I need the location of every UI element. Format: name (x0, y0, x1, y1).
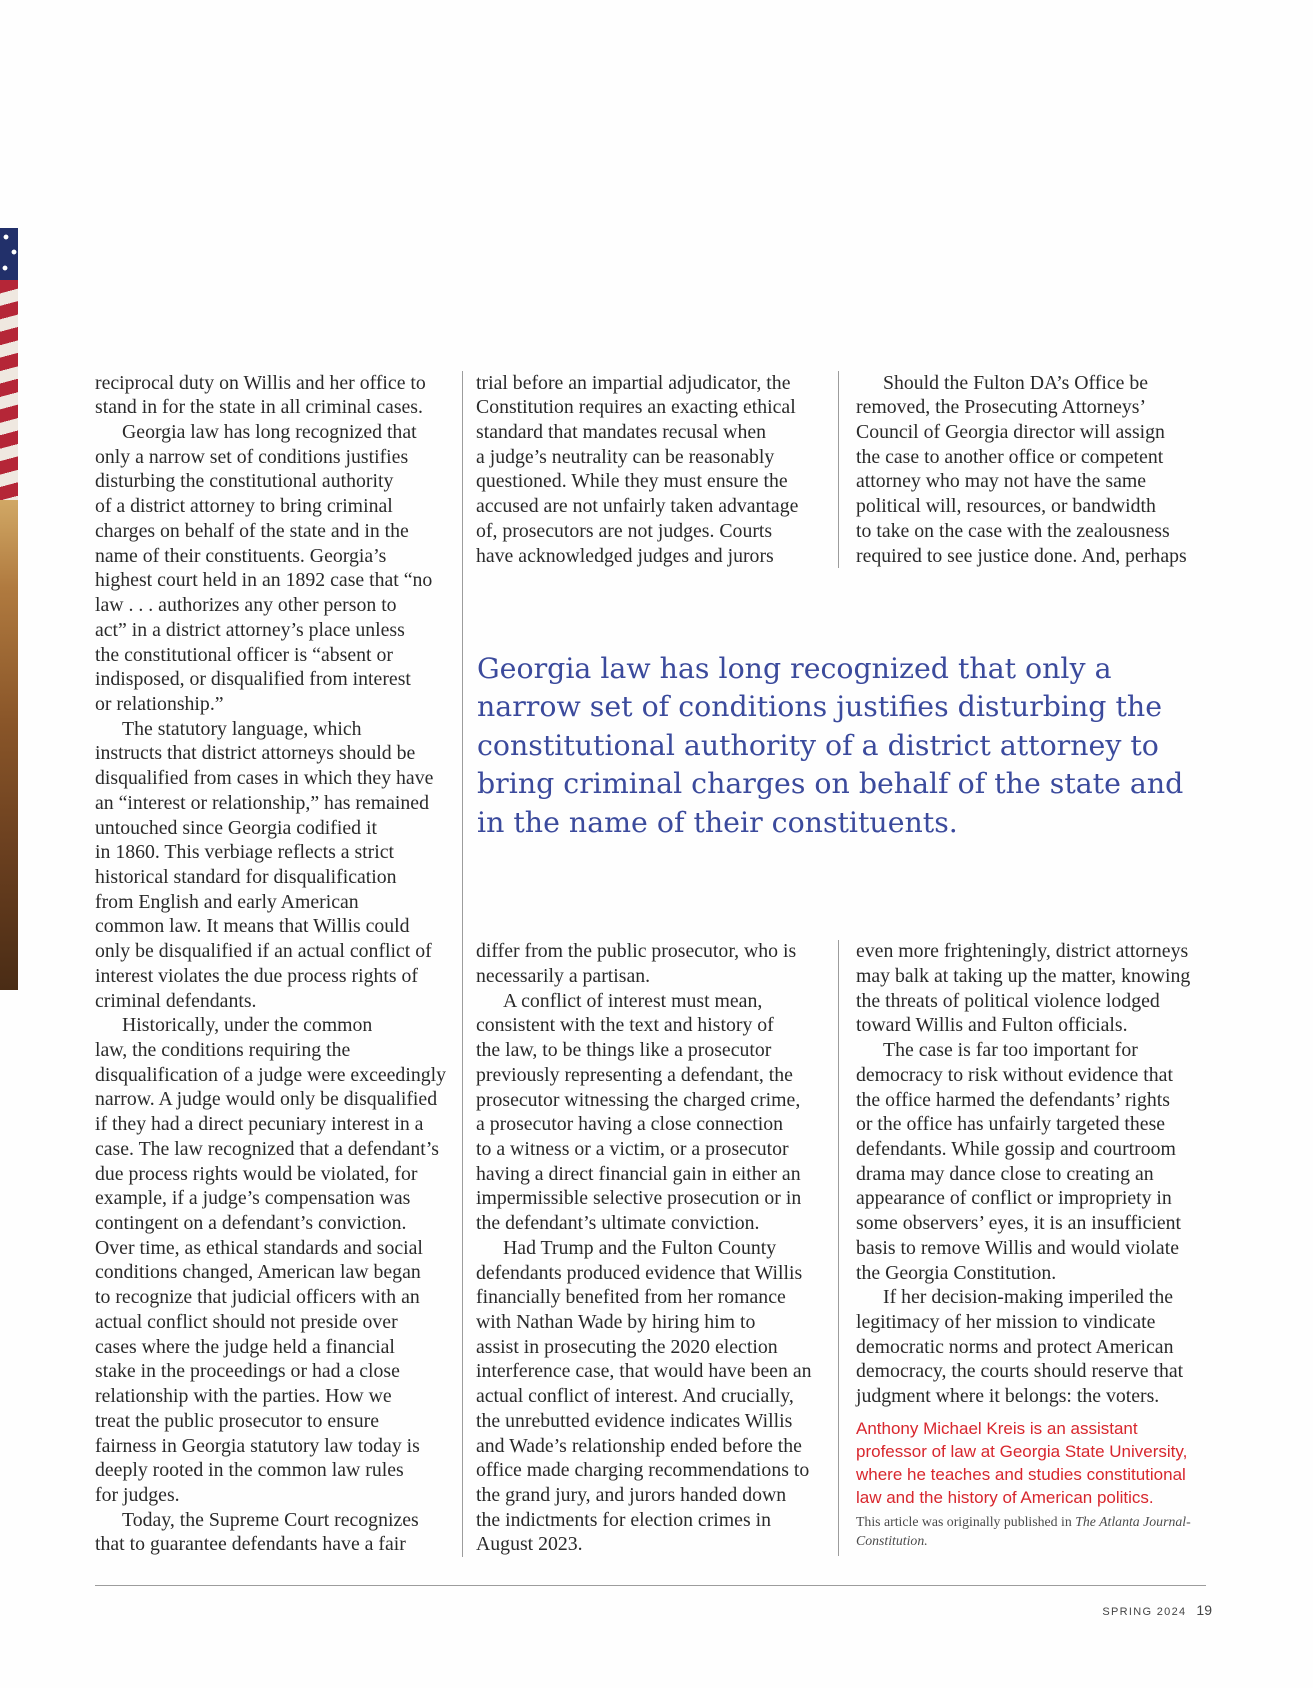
text-line: trial before an impartial adjudicator, the (476, 371, 791, 394)
text-line: The case is far too important for (883, 1039, 1138, 1062)
flag-stars-area (0, 228, 18, 280)
text-line: or relationship.” (95, 692, 224, 715)
text-line: with Nathan Wade by hiring him to (476, 1310, 756, 1333)
text-line: judgment where it belongs: the voters. (856, 1385, 1160, 1408)
pull-quote (477, 650, 1183, 843)
paragraph (95, 1013, 446, 1507)
text-line: actual conflict of interest. And crucially, (476, 1385, 794, 1408)
text-line: Georgia law has long recognized that (122, 421, 417, 444)
paragraph (856, 1038, 1190, 1285)
text-line: democratic norms and protect American (856, 1335, 1174, 1358)
text-line: where he teaches and studies constitutional (856, 1464, 1186, 1484)
text-line: charges on behalf of the state and in the (95, 519, 409, 542)
text-line: Anthony Michael Kreis is an assistant (856, 1418, 1138, 1438)
text-line: Council of Georgia director will assign (856, 421, 1165, 444)
text-line: removed, the Prosecuting Attorneys’ (856, 396, 1147, 419)
text-line: having a direct financial gain in either an (476, 1162, 801, 1185)
text-line: an “interest or relationship,” has remained (95, 791, 429, 814)
page-number: 19 (1196, 1602, 1212, 1618)
text-line: Today, the Supreme Court recognizes (122, 1508, 419, 1531)
text-line: The statutory language, which (122, 717, 362, 740)
text-line: If her decision-making imperiled the (883, 1286, 1174, 1309)
text-line: criminal defendants. (95, 989, 257, 1012)
text-line: of a district attorney to bring criminal (95, 495, 393, 518)
column-divider (462, 371, 463, 1557)
text-line: differ from the public prosecutor, who is (476, 940, 797, 963)
paragraph-continued (856, 939, 1190, 1038)
text-line: Had Trump and the Fulton County (503, 1236, 777, 1259)
text-line: required to see justice done. And, perhaps (856, 544, 1187, 567)
text-line: only a narrow set of conditions justifies (95, 445, 409, 468)
wood-panel-area (0, 500, 18, 990)
text-line: reciprocal duty on Willis and her office to (95, 371, 426, 394)
text-line: constitutional authority of a district attorney to (477, 728, 1159, 762)
text-line: have acknowledged judges and jurors (476, 544, 774, 567)
text-line: a judge’s neutrality can be reasonably (476, 445, 775, 468)
text-line: example, if a judge’s compensation was (95, 1187, 411, 1210)
text-line: for judges. (95, 1483, 180, 1506)
author-bio (856, 1417, 1187, 1509)
text-line: toward Willis and Fulton officials. (856, 1014, 1128, 1037)
text-line: of, prosecutors are not judges. Courts (476, 519, 773, 542)
source-note (856, 1512, 1191, 1550)
text-line: that to guarantee defendants have a fair (95, 1533, 406, 1556)
text-line: the case to another office or competent (856, 445, 1164, 468)
text-line: Constitution requires an exacting ethical (476, 396, 796, 419)
text-line: Historically, under the common (122, 1014, 373, 1037)
source-note-line (856, 1531, 1191, 1550)
text-line: professor of law at Georgia State University, (856, 1441, 1188, 1461)
column-2-top (476, 371, 798, 569)
paragraph-continued (476, 371, 798, 569)
text-line: untouched since Georgia codified it (95, 816, 377, 839)
text-line: the threats of political violence lodged (856, 989, 1160, 1012)
text-line: assist in prosecuting the 2020 election (476, 1335, 778, 1358)
text-line: law, the conditions requiring the (95, 1039, 351, 1061)
text-line: political will, resources, or bandwidth (856, 495, 1156, 518)
text-line: stake in the proceedings or had a close (95, 1360, 400, 1383)
text-line: instructs that district attorneys should be (95, 742, 416, 765)
text-line: appearance of conflict or impropriety in (856, 1187, 1172, 1210)
text-line: case. The law recognized that a defendant’s (95, 1137, 439, 1160)
text-line: even more frighteningly, district attorneys (856, 940, 1189, 963)
column-2-bottom (476, 939, 812, 1557)
text-line: necessarily a partisan. (476, 964, 651, 987)
text-line: Should the Fulton DA’s Office be (883, 371, 1149, 394)
text-line: the constitutional officer is “absent or (95, 643, 393, 666)
text-line: basis to remove Willis and would violate (856, 1236, 1179, 1259)
text-line: Over time, as ethical standards and social (95, 1236, 423, 1259)
paragraph-continued (95, 371, 446, 420)
text-line: fairness in Georgia statutory law today is (95, 1434, 420, 1457)
text-line: cases where the judge held a financial (95, 1335, 395, 1358)
text-line: interest violates the due process rights of (95, 964, 419, 987)
text-line: common law. It means that Willis could (95, 915, 410, 938)
publication-name: Constitution. (856, 1533, 928, 1548)
text-line: August 2023. (476, 1533, 583, 1556)
text-line: office made charging recommendations to (476, 1459, 810, 1482)
text-line: relationship with the parties. How we (95, 1385, 392, 1408)
text-line: impermissible selective prosecution or in (476, 1187, 802, 1210)
paragraph (95, 420, 446, 717)
text-line: deeply rooted in the common law rules (95, 1459, 404, 1482)
flag-photo-edge (0, 228, 18, 990)
text-line: questioned. While they must ensure the (476, 470, 788, 493)
text-line: financially benefited from her romance (476, 1286, 786, 1309)
text-line: due process rights would be violated, for (95, 1162, 418, 1185)
text-line: the grand jury, and jurors handed down (476, 1484, 787, 1506)
column-1 (95, 371, 446, 1558)
column-divider (838, 940, 839, 1556)
text-line: law and the history of American politics. (856, 1487, 1154, 1507)
text-line: defendants. While gossip and courtroom (856, 1137, 1176, 1160)
text-line: democracy to risk without evidence that (856, 1063, 1173, 1086)
text-line: bring criminal charges on behalf of the state and (477, 767, 1184, 801)
text-line: contingent on a defendant’s conviction. (95, 1212, 407, 1235)
text-line: attorney who may not have the same (856, 470, 1147, 493)
paragraph (856, 1285, 1190, 1409)
text-line: in the name of their constituents. (477, 805, 958, 839)
text-line: drama may dance close to creating an (856, 1162, 1154, 1185)
paragraph (95, 1508, 446, 1557)
paragraph (95, 717, 446, 1014)
text-line: act” in a district attorney’s place unless (95, 618, 405, 641)
text-line: historical standard for disqualification (95, 865, 397, 888)
column-3-top (856, 371, 1187, 569)
text-line: in 1860. This verbiage reflects a strict (95, 841, 395, 864)
paragraph (476, 989, 812, 1236)
text-line: narrow set of conditions justifies disturbing the (477, 690, 1162, 724)
text-line: if they had a direct pecuniary interest in a (95, 1113, 424, 1136)
text-line: disqualified from cases in which they have (95, 767, 434, 790)
text-line: law . . . authorizes any other person to (95, 594, 397, 617)
paragraph-continued (476, 939, 812, 988)
text-line: disqualification of a judge were exceedingly (95, 1063, 446, 1086)
text-line: some observers’ eyes, it is an insufficient (856, 1212, 1182, 1235)
text-line: actual conflict should not preside over (95, 1310, 398, 1333)
text-line: legitimacy of her mission to vindicate (856, 1310, 1156, 1333)
text-line: and Wade’s relationship ended before the (476, 1434, 802, 1457)
text-line: the office harmed the defendants’ rights (856, 1088, 1170, 1111)
text-line: the defendant’s ultimate conviction. (476, 1212, 760, 1235)
column-divider (838, 371, 839, 568)
text-line: standard that mandates recusal when (476, 421, 767, 444)
paragraph (856, 371, 1187, 569)
text-line: highest court held in an 1892 case that “no (95, 569, 433, 592)
issue-label: SPRING 2024 (1102, 1606, 1187, 1618)
text-line: A conflict of interest must mean, (503, 989, 763, 1012)
text-line: defendants produced evidence that Willis (476, 1261, 803, 1284)
text-line: interference case, that would have been an (476, 1360, 812, 1383)
text-line: disturbing the constitutional authority (95, 470, 394, 493)
text-line: indisposed, or disqualified from interest (95, 668, 411, 691)
text-line: Georgia law has long recognized that only a (477, 651, 1112, 685)
text-line: conditions changed, American law began (95, 1261, 421, 1284)
text-line: the unrebutted evidence indicates Willis (476, 1409, 793, 1432)
text-line: or the office has unfairly targeted these (856, 1113, 1166, 1136)
text-line: stand in for the state in all criminal cases. (95, 396, 423, 419)
text-line: a prosecutor having a close connection (476, 1113, 784, 1136)
publication-name: The Atlanta Journal- (1075, 1514, 1191, 1529)
text-line: to take on the case with the zealousness (856, 519, 1170, 542)
text-line: to recognize that judicial officers with an (95, 1286, 420, 1309)
text-line: the Georgia Constitution. (856, 1261, 1057, 1284)
paragraph (476, 1236, 812, 1557)
text-line: only be disqualified if an actual conflict of (95, 940, 432, 963)
text-line: consistent with the text and history of (476, 1014, 774, 1037)
text-line: democracy, the courts should reserve that (856, 1360, 1184, 1383)
text-line: treat the public prosecutor to ensure (95, 1409, 379, 1432)
text-line: from English and early American (95, 890, 359, 913)
text-line: name of their constituents. Georgia’s (95, 544, 387, 567)
footer-rule (95, 1585, 1206, 1586)
flag-stripes-area (0, 280, 18, 500)
text-line: prosecutor witnessing the charged crime, (476, 1088, 801, 1111)
text-line: previously representing a defendant, the (476, 1063, 793, 1086)
text-line: narrow. A judge would only be disqualified (95, 1088, 438, 1111)
text-line: the law, to be things like a prosecutor (476, 1039, 772, 1062)
text-line: the indictments for election crimes in (476, 1508, 771, 1531)
page-footer (1102, 1602, 1212, 1620)
text-line: accused are not unfairly taken advantage (476, 495, 799, 518)
source-note-text: This article was originally published in (856, 1514, 1072, 1529)
source-note-line (856, 1512, 1191, 1531)
text-line: may balk at taking up the matter, knowing (856, 964, 1191, 987)
column-3-bottom (856, 939, 1190, 1409)
text-line: to a witness or a victim, or a prosecutor (476, 1137, 789, 1160)
